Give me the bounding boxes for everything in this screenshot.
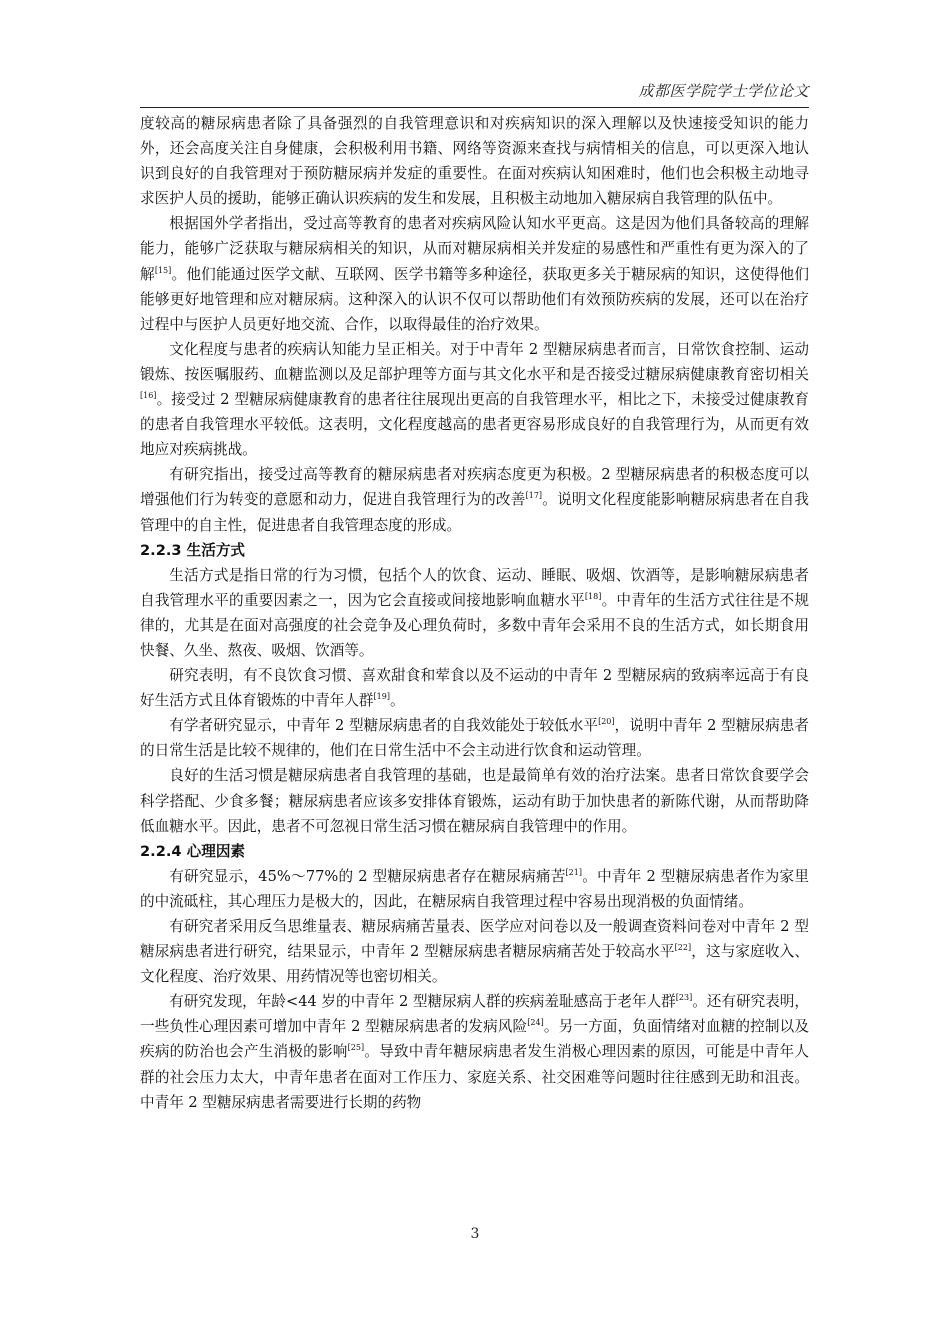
citation-16: [16] — [140, 391, 157, 401]
citation-20: [20] — [598, 717, 615, 727]
paragraph-10: 有研究者采用反刍思维量表、糖尿病痛苦量表、医学应对问卷以及一般调查资料问卷对中青年 2 型糖尿病患者进行研究，结果显示，中青年 2 型糖尿病患者糖尿病痛苦处于较高水平[22]，这与家庭收入、文化程度、治疗效果、用药情况等也密切相关。 — [140, 918, 809, 986]
body-text — [140, 111, 809, 1201]
paragraph-11: 有研究发现，年龄<44 岁的中青年 2 型糖尿病人群的疾病羞耻感高于老年人群[23]。还有研究表明，一些负性心理因素可增加中青年 2 型糖尿病患者的发病风险[24]。另一方面，负面情绪对血糖的控制以及疾病的防治也会产生消极的影响[25]。导致中青年糖尿病患者发生消极心理因素的原因，可能是中青年人群的社会压力太大，中青年患者在面对工作压力、家庭关系、社交困难等问题时往往感到无助和沮丧。中青年 2 型糖尿病患者需要进行长期的药物 — [140, 993, 809, 1111]
citation-22: [22] — [674, 943, 692, 953]
header-title: 成都医学院学士学位论文 — [638, 82, 809, 100]
citation-23: [23] — [675, 993, 693, 1003]
page-number: 3 — [470, 1226, 480, 1242]
paragraph-1: 度较高的糖尿病患者除了具备强烈的自我管理意识和对疾病知识的深入理解以及快速接受知识的能力外，还会高度关注自身健康，会积极利用书籍、网络等资源来查找与病情相关的信息，可以更深入地认识到良好的自我管理对于预防糖尿病并发症的重要性。在面对疾病认知困难时，他们也会积极主动地寻求医护人员的援助，能够正确认识疾病的发生和发展，且积极主动地加入糖尿病自我管理的队伍中。 — [140, 115, 809, 208]
citation-17: [17] — [525, 491, 543, 501]
citation-21: [21] — [565, 867, 582, 877]
citation-15: [15] — [154, 265, 172, 275]
paragraph-4: 有研究指出，接受过高等教育的糖尿病患者对疾病态度更为积极。2 型糖尿病患者的积极态度可以增强他们行为转变的意愿和动力，促进自我管理行为的改善[17]。说明文化程度能影响糖尿病患者在自我管理中的自主性，促进患者自我管理态度的形成。 — [140, 466, 809, 534]
paragraph-2: 根据国外学者指出，受过高等教育的患者对疾病风险认知水平更高。这是因为他们具备较高的理解能力，能够广泛获取与糖尿病相关的知识，从而对糖尿病相关并发症的易感性和严重性有更为深入的了解[15]。他们能通过医学文献、互联网、医学书籍等多种途径，获取更多关于糖尿病的知识，这使得他们能够更好地管理和应对糖尿病。这种深入的认识不仅可以帮助他们有效预防疾病的发展，还可以在治疗过程中与医护人员更好地交流、合作，以取得最佳的治疗效果。 — [140, 215, 809, 333]
paragraph-3: 文化程度与患者的疾病认知能力呈正相关。对于中青年 2 型糖尿病患者而言，日常饮食控制、运动锻炼、按医嘱服药、血糖监测以及足部护理等方面与其文化水平和是否接受过糖尿病健康教育密切相关[16]。接受过 2 型糖尿病健康教育的患者往往展现出更高的自我管理水平，相比之下，未接受过健康教育的患者自我管理水平较低。这表明，文化程度越高的患者更容易形成良好的自我管理行为，从而更有效地应对疾病挑战。 — [140, 340, 809, 459]
section-heading-2-2-3: 2.2.3 生活方式 — [140, 541, 246, 559]
citation-19: [19] — [373, 692, 390, 702]
citation-24: [24] — [527, 1018, 544, 1028]
citation-25: [25] — [347, 1043, 365, 1053]
paragraph-5: 生活方式是指日常的行为习惯，包括个人的饮食、运动、睡眠、吸烟、饮酒等，是影响糖尿病患者自我管理水平的重要因素之一，因为它会直接或间接地影响血糖水平[18]。中青年的生活方式往往是不规律的，尤其是在面对高强度的社会竞争及心理负荷时，多数中青年会采用不良的生活方式，如长期食用快餐、久坐、熬夜、吸烟、饮酒等。 — [140, 566, 809, 659]
section-heading-2-2-4: 2.2.4 心理因素 — [140, 842, 246, 860]
paragraph-9: 有研究显示，45%～77%的 2 型糖尿病患者存在糖尿病痛苦[21]。中青年 2 型糖尿病患者作为家里的中流砥柱，其心理压力是极大的，因此，在糖尿病自我管理过程中容易出现消极的负面情绪。 — [140, 867, 809, 910]
paragraph-8: 良好的生活习惯是糖尿病患者自我管理的基础，也是最简单有效的治疗法案。患者日常饮食要学会科学搭配、少食多餐；糖尿病患者应该多安排体育锻炼，运动有助于加快患者的新陈代谢，从而帮助降低血糖水平。因此，患者不可忽视日常生活习惯在糖尿病自我管理中的作用。 — [140, 767, 809, 835]
citation-18: [18] — [584, 591, 602, 601]
page-header — [140, 74, 809, 108]
paragraph-7: 有学者研究显示，中青年 2 型糖尿病患者的自我效能处于较低水平[20]，说明中青年 2 型糖尿病患者的日常生活是比较不规律的，他们在日常生活中不会主动进行饮食和运动管理。 — [140, 717, 809, 760]
paragraph-6: 研究表明，有不良饮食习惯、喜欢甜食和荤食以及不运动的中青年 2 型糖尿病的致病率远高于有良好生活方式且体育锻炼的中青年人群[19]。 — [140, 667, 809, 710]
header-rule — [140, 107, 809, 108]
